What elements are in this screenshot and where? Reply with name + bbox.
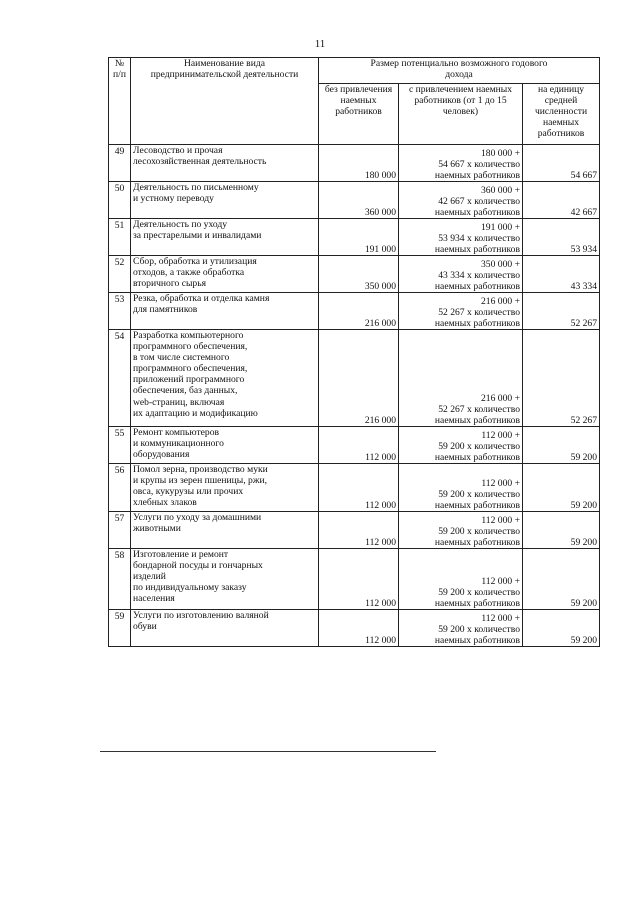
table-row bbox=[109, 219, 600, 256]
income-per-employee: 59 200 bbox=[523, 427, 600, 464]
header-row-1 bbox=[109, 58, 600, 84]
formula-line: наемных работников bbox=[434, 536, 520, 548]
row-number: 55 bbox=[109, 427, 131, 464]
income-per-employee: 42 667 bbox=[523, 182, 600, 219]
formula-line: наемных работников bbox=[434, 280, 520, 292]
activity-name-line: Резка, обработка и отделка камня bbox=[133, 293, 270, 304]
activity-name bbox=[131, 330, 319, 427]
activity-name bbox=[131, 549, 319, 610]
income-without-employees: 180 000 bbox=[319, 145, 399, 182]
formula-line: 112 000 + bbox=[481, 575, 520, 587]
table-row bbox=[109, 182, 600, 219]
activity-name-line: обеспечения, баз данных, bbox=[133, 385, 238, 397]
formula-line: 52 267 х количество bbox=[438, 306, 520, 318]
row-number: 50 bbox=[109, 182, 131, 219]
activity-name bbox=[131, 145, 319, 182]
activity-name-line: вторичного сырья bbox=[133, 278, 207, 290]
income-per-employee: 53 934 bbox=[523, 219, 600, 256]
income-without-employees: 360 000 bbox=[319, 182, 399, 219]
income-per-employee: 52 267 bbox=[523, 293, 600, 330]
activity-name-line: за престарелыми и инвалидами bbox=[133, 230, 262, 242]
formula-line: наемных работников bbox=[434, 451, 520, 463]
formula-line: 216 000 + bbox=[481, 392, 520, 404]
table-row bbox=[109, 293, 600, 330]
header-col-without: без привлечения наемных работников bbox=[319, 84, 399, 145]
row-number: 51 bbox=[109, 219, 131, 256]
formula-line: 112 000 + bbox=[481, 514, 520, 526]
header-group-income: Размер потенциально возможного годового дохода bbox=[319, 58, 600, 84]
income-without-employees: 216 000 bbox=[319, 293, 399, 330]
header-col-name: Наименование вида предпринимательской деятельности bbox=[131, 58, 319, 145]
activity-name-line: для памятников bbox=[133, 304, 198, 316]
income-without-employees: 216 000 bbox=[319, 330, 399, 427]
income-with-employees bbox=[399, 427, 523, 464]
income-per-employee: 59 200 bbox=[523, 464, 600, 512]
income-without-employees: 350 000 bbox=[319, 256, 399, 293]
activity-name-line: обуви bbox=[133, 621, 157, 633]
page-number: 11 bbox=[314, 38, 326, 50]
table-row bbox=[109, 610, 600, 647]
income-without-employees: 112 000 bbox=[319, 549, 399, 610]
table-row bbox=[109, 464, 600, 512]
activity-name-line: Услуги по изготовлению валяной bbox=[133, 610, 269, 621]
activity-name bbox=[131, 610, 319, 647]
activity-name-line: в том числе системного bbox=[133, 352, 230, 364]
activity-name-line: их адаптацию и модификацию bbox=[133, 407, 258, 419]
footer-rule bbox=[100, 751, 436, 752]
activity-name-line: Лесоводство и прочая bbox=[133, 145, 223, 156]
row-number: 57 bbox=[109, 512, 131, 549]
table-row bbox=[109, 549, 600, 610]
formula-line: 54 667 х количество bbox=[438, 158, 520, 170]
activity-name-line: Сбор, обработка и утилизация bbox=[133, 256, 257, 267]
activity-name-line: населения bbox=[133, 593, 175, 605]
income-without-employees: 112 000 bbox=[319, 464, 399, 512]
formula-line: 112 000 + bbox=[481, 612, 520, 624]
formula-line: 59 200 х количество bbox=[438, 623, 520, 635]
table-row bbox=[109, 427, 600, 464]
activity-name bbox=[131, 464, 319, 512]
activity-name-line: отходов, а также обработка bbox=[133, 267, 245, 279]
formula-line: 112 000 + bbox=[481, 477, 520, 489]
formula-line: 360 000 + bbox=[481, 184, 520, 196]
income-per-employee: 54 667 bbox=[523, 145, 600, 182]
activity-name-line: и коммуникационного bbox=[133, 438, 224, 450]
activity-name-line: и устному переводу bbox=[133, 193, 214, 205]
activity-name-line: Услуги по уходу за домашними bbox=[133, 512, 262, 523]
income-without-employees: 112 000 bbox=[319, 512, 399, 549]
activity-name bbox=[131, 293, 319, 330]
activity-name-line: Изготовление и ремонт bbox=[133, 549, 229, 560]
formula-line: 52 267 х количество bbox=[438, 403, 520, 415]
income-with-employees bbox=[399, 256, 523, 293]
income-with-employees bbox=[399, 512, 523, 549]
activity-name bbox=[131, 427, 319, 464]
income-with-employees bbox=[399, 549, 523, 610]
row-number: 54 bbox=[109, 330, 131, 427]
formula-line: наемных работников bbox=[434, 414, 520, 426]
row-number: 52 bbox=[109, 256, 131, 293]
formula-line: 180 000 + bbox=[481, 147, 520, 159]
income-without-employees: 112 000 bbox=[319, 427, 399, 464]
formula-line: наемных работников bbox=[434, 206, 520, 218]
activity-name-line: приложений программного bbox=[133, 374, 245, 386]
row-number: 53 bbox=[109, 293, 131, 330]
activity-name-line: программного обеспечения, bbox=[133, 363, 248, 375]
activity-name-line: web-страниц, включая bbox=[133, 396, 225, 408]
activity-name-line: и крупы из зерен пшеницы, ржи, bbox=[133, 475, 267, 487]
activity-name bbox=[131, 512, 319, 549]
income-with-employees bbox=[399, 330, 523, 427]
income-with-employees bbox=[399, 182, 523, 219]
income-per-employee: 59 200 bbox=[523, 610, 600, 647]
formula-line: наемных работников bbox=[434, 634, 520, 646]
row-number: 56 bbox=[109, 464, 131, 512]
row-number: 59 bbox=[109, 610, 131, 647]
formula-line: 59 200 х количество bbox=[438, 488, 520, 500]
table-row bbox=[109, 256, 600, 293]
income-with-employees bbox=[399, 145, 523, 182]
formula-line: 350 000 + bbox=[481, 258, 520, 270]
header-col-no: № п/п bbox=[109, 58, 131, 145]
income-with-employees bbox=[399, 293, 523, 330]
table-row bbox=[109, 330, 600, 427]
income-with-employees bbox=[399, 610, 523, 647]
table-row bbox=[109, 145, 600, 182]
activity-name-line: бондарной посуды и гончарных bbox=[133, 560, 263, 572]
activity-name-line: животными bbox=[133, 523, 181, 535]
formula-line: 59 200 х количество bbox=[438, 525, 520, 537]
formula-line: наемных работников bbox=[434, 317, 520, 329]
income-with-employees bbox=[399, 219, 523, 256]
formula-line: 59 200 х количество bbox=[438, 440, 520, 452]
income-with-employees bbox=[399, 464, 523, 512]
income-per-employee: 43 334 bbox=[523, 256, 600, 293]
formula-line: наемных работников bbox=[434, 243, 520, 255]
formula-line: 59 200 х количество bbox=[438, 586, 520, 598]
table-row bbox=[109, 512, 600, 549]
income-per-employee: 59 200 bbox=[523, 512, 600, 549]
header-col-per-unit: на единицу средней численности наемных работников bbox=[523, 84, 600, 145]
row-number: 49 bbox=[109, 145, 131, 182]
activity-name-line: Ремонт компьютеров bbox=[133, 427, 220, 438]
formula-line: наемных работников bbox=[434, 499, 520, 511]
row-number: 58 bbox=[109, 549, 131, 610]
activity-name-line: овса, кукурузы или прочих bbox=[133, 486, 244, 498]
activity-name-line: оборудования bbox=[133, 449, 190, 461]
formula-line: 42 667 х количество bbox=[438, 195, 520, 207]
activity-name-line: Помол зерна, производство муки bbox=[133, 464, 268, 475]
activity-name-line: программного обеспечения, bbox=[133, 341, 248, 353]
income-without-employees: 112 000 bbox=[319, 610, 399, 647]
income-table bbox=[108, 57, 600, 647]
formula-line: 191 000 + bbox=[481, 221, 520, 233]
activity-name bbox=[131, 219, 319, 256]
activity-name-line: Разработка компьютерного bbox=[133, 330, 244, 341]
activity-name-line: по индивидуальному заказу bbox=[133, 582, 247, 594]
formula-line: наемных работников bbox=[434, 169, 520, 181]
header-col-with: с привлечением наемных работников (от 1 до 15 человек) bbox=[399, 84, 523, 145]
formula-line: наемных работников bbox=[434, 597, 520, 609]
formula-line: 53 934 х количество bbox=[438, 232, 520, 244]
activity-name-line: изделий bbox=[133, 571, 166, 583]
activity-name bbox=[131, 256, 319, 293]
activity-name bbox=[131, 182, 319, 219]
income-per-employee: 52 267 bbox=[523, 330, 600, 427]
income-without-employees: 191 000 bbox=[319, 219, 399, 256]
formula-line: 43 334 х количество bbox=[438, 269, 520, 281]
activity-name-line: Деятельность по уходу bbox=[133, 219, 228, 230]
formula-line: 112 000 + bbox=[481, 429, 520, 441]
activity-name-line: лесохозяйственная деятельность bbox=[133, 156, 267, 168]
income-per-employee: 59 200 bbox=[523, 549, 600, 610]
activity-name-line: хлебных злаков bbox=[133, 497, 197, 509]
activity-name-line: Деятельность по письменному bbox=[133, 182, 259, 193]
formula-line: 216 000 + bbox=[481, 295, 520, 307]
